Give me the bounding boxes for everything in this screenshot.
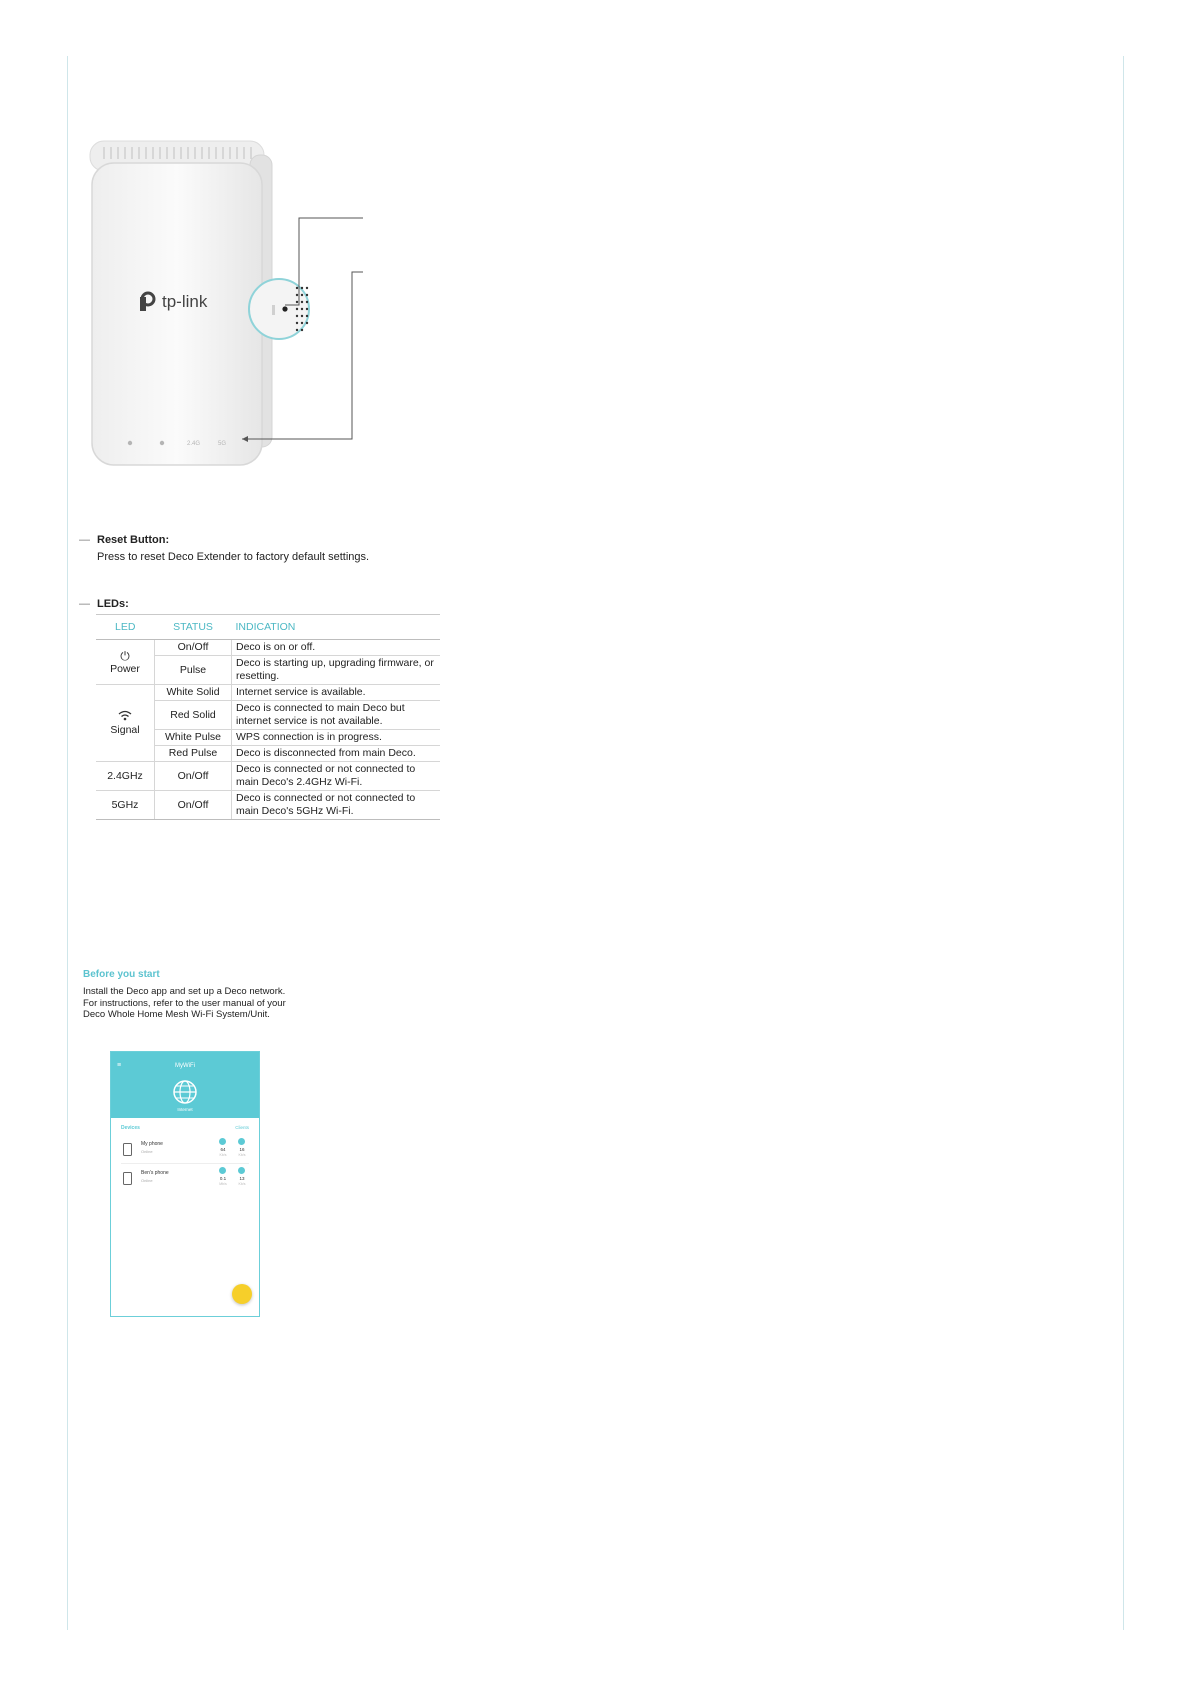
list-item xyxy=(121,1136,249,1162)
device-name: My phone xyxy=(141,1141,163,1147)
upload-rate: 16 xyxy=(239,1147,245,1152)
device-status: Online xyxy=(141,1149,153,1154)
table-row xyxy=(96,640,440,656)
menu-icon: ≡ xyxy=(117,1062,122,1069)
download-unit: Mb/s xyxy=(219,1182,227,1186)
indication-cell: Deco is connected to main Deco but internet service is not available. xyxy=(232,701,441,730)
download-rate: 64 xyxy=(220,1147,226,1152)
reset-button-zoom xyxy=(249,279,309,339)
status-cell: On/Off xyxy=(155,640,232,656)
download-unit: Kb/s xyxy=(219,1153,227,1157)
power-icon: ⏻ xyxy=(120,648,130,663)
device-status: Online xyxy=(141,1178,153,1183)
status-cell: On/Off xyxy=(155,762,232,791)
status-cell: Red Solid xyxy=(155,701,232,730)
svg-text:5G: 5G xyxy=(218,441,227,447)
led-power-label: Power xyxy=(110,662,140,675)
led-2-4ghz: 2.4GHz xyxy=(96,762,155,791)
wifi-signal-icon xyxy=(100,710,150,724)
led-table xyxy=(96,614,440,820)
indication-cell: Deco is connected or not connected to main Deco's 2.4GHz Wi-Fi. xyxy=(232,762,441,791)
download-icon xyxy=(219,1138,226,1145)
page-left-rule xyxy=(67,56,68,1630)
app-header xyxy=(111,1052,259,1118)
page-right-rule xyxy=(1123,56,1124,1630)
indication-cell: WPS connection is in progress. xyxy=(232,730,441,746)
download-icon xyxy=(219,1167,226,1174)
led-5ghz: 5GHz xyxy=(96,791,155,820)
download-rate: 0.1 xyxy=(219,1176,227,1181)
status-cell: White Pulse xyxy=(155,730,232,746)
status-cell: White Solid xyxy=(155,685,232,701)
table-row xyxy=(96,762,440,791)
phone-device-icon xyxy=(123,1172,132,1185)
leds-bullet: — xyxy=(79,598,90,610)
indication-cell: Deco is starting up, upgrading firmware, or resetting. xyxy=(232,656,441,685)
status-cell: On/Off xyxy=(155,791,232,820)
indication-cell: Deco is disconnected from main Deco. xyxy=(232,746,441,762)
devices-section-label: Devices xyxy=(121,1125,140,1131)
app-network-title: MyWiFi xyxy=(175,1063,195,1069)
internet-globe-icon xyxy=(171,1078,199,1106)
indication-cell: Deco is connected or not connected to main Deco's 5GHz Wi-Fi. xyxy=(232,791,441,820)
reset-button-title: Reset Button: xyxy=(97,534,170,546)
deco-app-screenshot xyxy=(110,1051,260,1317)
list-divider xyxy=(121,1163,249,1164)
reset-bullet: — xyxy=(79,534,90,546)
status-cell: Pulse xyxy=(155,656,232,685)
device-name: Ben's phone xyxy=(141,1170,169,1176)
header-status: STATUS xyxy=(155,615,232,640)
clients-link: Clients xyxy=(235,1125,249,1130)
svg-text:tp-link: tp-link xyxy=(162,292,208,311)
before-you-start-title: Before you start xyxy=(83,969,160,980)
led-signal-label: Signal xyxy=(110,723,140,736)
led-power xyxy=(96,640,155,685)
add-device-fab xyxy=(232,1284,252,1304)
led-signal xyxy=(96,685,155,762)
internet-label: Internet xyxy=(177,1107,193,1112)
indication-cell: Internet service is available. xyxy=(232,685,441,701)
deco-extender-illustration xyxy=(80,135,380,475)
header-indication: INDICATION xyxy=(232,615,441,640)
upload-icon xyxy=(238,1167,245,1174)
list-item xyxy=(121,1165,249,1191)
before-you-start-text: Install the Deco app and set up a Deco network. For instructions, refer to the user manual of your Deco Whole Home Mesh Wi-Fi System/Unit. xyxy=(83,986,286,1020)
upload-icon xyxy=(238,1138,245,1145)
leds-title: LEDs: xyxy=(97,598,129,610)
led-table-header xyxy=(96,615,440,640)
table-row xyxy=(96,685,440,701)
upload-rate: 13 xyxy=(239,1176,245,1181)
phone-device-icon xyxy=(123,1143,132,1156)
upload-unit: Kb/s xyxy=(238,1182,246,1186)
header-led: LED xyxy=(96,615,155,640)
svg-text:2.4G: 2.4G xyxy=(187,441,201,447)
reset-button-description: Press to reset Deco Extender to factory default settings. xyxy=(97,551,370,563)
status-cell: Red Pulse xyxy=(155,746,232,762)
phone-status-bar xyxy=(115,1054,255,1060)
indication-cell: Deco is on or off. xyxy=(232,640,441,656)
upload-unit: Kb/s xyxy=(238,1153,246,1157)
table-row xyxy=(96,791,440,820)
